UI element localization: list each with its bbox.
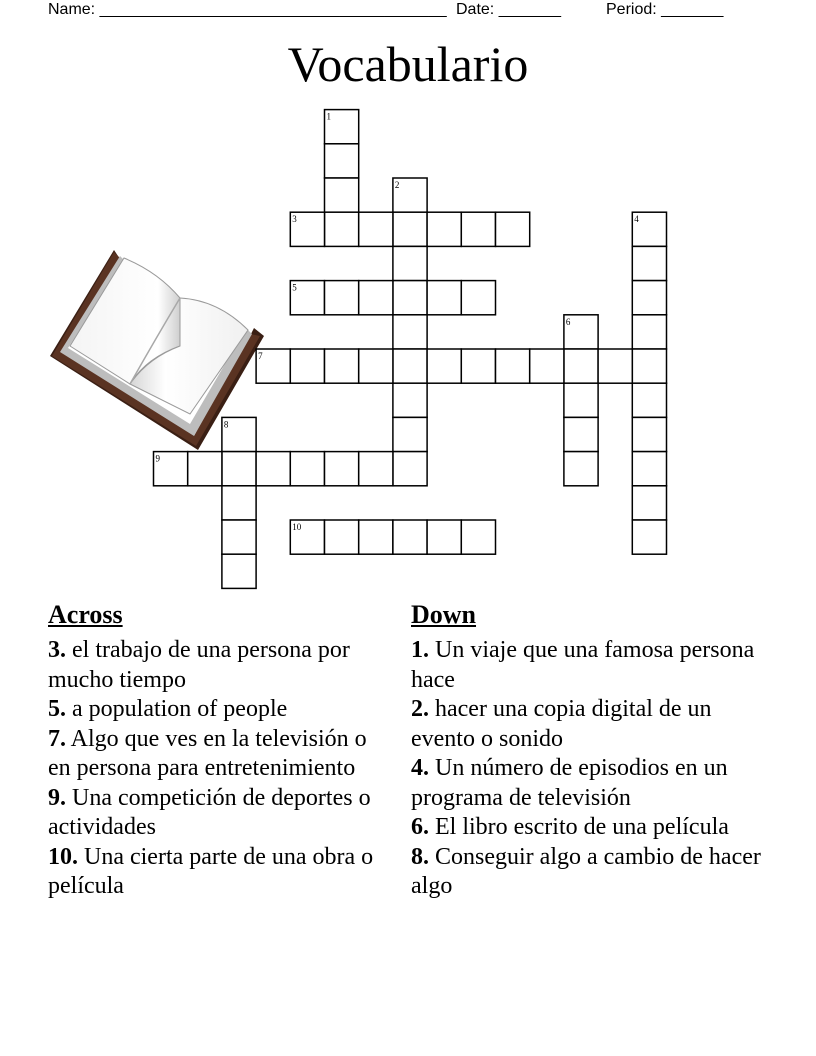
crossword-cell[interactable] [632,452,666,486]
crossword-cell[interactable] [325,520,359,554]
across-clues [48,598,388,902]
crossword-cell[interactable] [325,349,359,383]
clue-number-label: 3 [292,214,297,225]
crossword-cell[interactable] [325,212,359,246]
clue-number-label: 10 [292,522,302,532]
down-clue [411,843,771,902]
crossword-cell[interactable] [325,281,359,315]
down-heading: Down [411,600,477,629]
crossword-cell[interactable] [222,486,256,520]
clue-text: Una competición de deportes o actividades [48,784,371,840]
crossword-cell[interactable] [461,281,495,315]
clue-text: a population of people [66,696,288,722]
crossword-cell[interactable] [632,281,666,315]
crossword-cell[interactable] [359,281,393,315]
across-clue [48,725,388,784]
crossword-cell[interactable] [427,281,461,315]
crossword-cell[interactable] [325,452,359,486]
clue-number: 2. [411,696,429,722]
clue-number-label: 6 [565,316,571,327]
down-clue [411,813,771,843]
crossword-cell[interactable] [427,212,461,246]
across-clue [48,784,388,843]
crossword-cell[interactable] [393,212,427,246]
clue-number: 9. [48,784,66,811]
crossword-cell[interactable] [461,212,495,246]
across-clue [48,843,388,902]
crossword-cell[interactable] [290,349,324,383]
across-clue [48,636,388,695]
crossword-cell[interactable] [461,520,495,554]
down-clue [411,754,771,813]
crossword-cell[interactable] [188,452,222,486]
clue-number: 10. [48,843,78,870]
name-field[interactable]: Name: _______________________________________ [48,1,447,18]
clue-number-label: 7 [258,351,263,361]
crossword-cell[interactable] [393,520,427,554]
crossword-cell[interactable] [496,349,530,383]
period-field[interactable]: Period: _______ [606,1,724,18]
page-title: Vocabulario [287,36,529,92]
crossword-cell[interactable] [598,349,632,383]
clue-number: 1. [411,637,429,663]
clue-number: 4. [411,755,429,781]
clue-number: 6. [411,814,429,840]
crossword-cell[interactable] [393,246,427,280]
clue-number: 8. [411,843,429,870]
crossword-cell[interactable] [632,246,666,280]
crossword-cell[interactable] [393,349,427,383]
clue-number-label: 8 [223,419,229,430]
crossword-cell[interactable] [393,417,427,451]
crossword-cell[interactable] [632,315,666,349]
crossword-cell[interactable] [496,212,530,246]
clue-text: Una cierta parte de una obra o película [48,843,374,899]
clue-number-label: 4 [634,214,639,225]
down-clue [411,636,771,695]
clue-text: el trabajo de una persona por mucho tiempo [48,637,350,693]
across-heading: Across [48,600,123,629]
clue-number-label: 5 [292,282,297,293]
crossword-cell[interactable] [222,554,256,588]
crossword-cell[interactable] [564,383,598,417]
clue-text: Un número de episodios en un programa de televisión [411,755,728,811]
clue-number: 5. [48,696,66,722]
crossword-cell[interactable] [564,349,598,383]
crossword-cell[interactable] [393,281,427,315]
crossword-cell[interactable] [632,486,666,520]
crossword-cell[interactable] [393,452,427,486]
clue-text: El libro escrito de una película [429,814,729,840]
crossword-cell[interactable] [359,520,393,554]
date-field[interactable]: Date: _______ [456,1,561,18]
clue-number-label: 1 [326,111,331,122]
crossword-cell[interactable] [359,349,393,383]
crossword-cell[interactable] [564,452,598,486]
crossword-cell[interactable] [222,520,256,554]
crossword-cell[interactable] [359,212,393,246]
crossword-cell[interactable] [632,520,666,554]
crossword-cell[interactable] [325,178,359,212]
clue-text: Un viaje que una famosa persona hace [411,637,755,693]
crossword-cell[interactable] [427,520,461,554]
down-clue [411,695,771,754]
crossword-cell[interactable] [461,349,495,383]
crossword-cell[interactable] [393,315,427,349]
clue-text: Algo que ves en la televisión o en persona para entretenimiento [48,725,367,781]
down-clues [411,598,771,902]
crossword-cell[interactable] [290,452,324,486]
clue-number: 7. [48,725,66,752]
crossword-cell[interactable] [427,349,461,383]
crossword-cell[interactable] [632,383,666,417]
crossword-cell[interactable] [359,452,393,486]
crossword-cell[interactable] [632,349,666,383]
clue-text: Conseguir algo a cambio de hacer algo [411,843,761,899]
clue-number-label: 2 [394,180,400,190]
crossword-cell[interactable] [564,417,598,451]
clue-text: hacer una copia digital de un evento o sonido [411,696,712,752]
crossword-cell[interactable] [393,383,427,417]
crossword-cell[interactable] [222,452,256,486]
clue-number: 3. [48,637,66,663]
crossword-cell[interactable] [325,144,359,178]
crossword-cell[interactable] [256,452,290,486]
clue-number-label: 9 [155,453,160,464]
crossword-cell[interactable] [632,417,666,451]
crossword-cell[interactable] [530,349,564,383]
across-clue [48,695,388,725]
